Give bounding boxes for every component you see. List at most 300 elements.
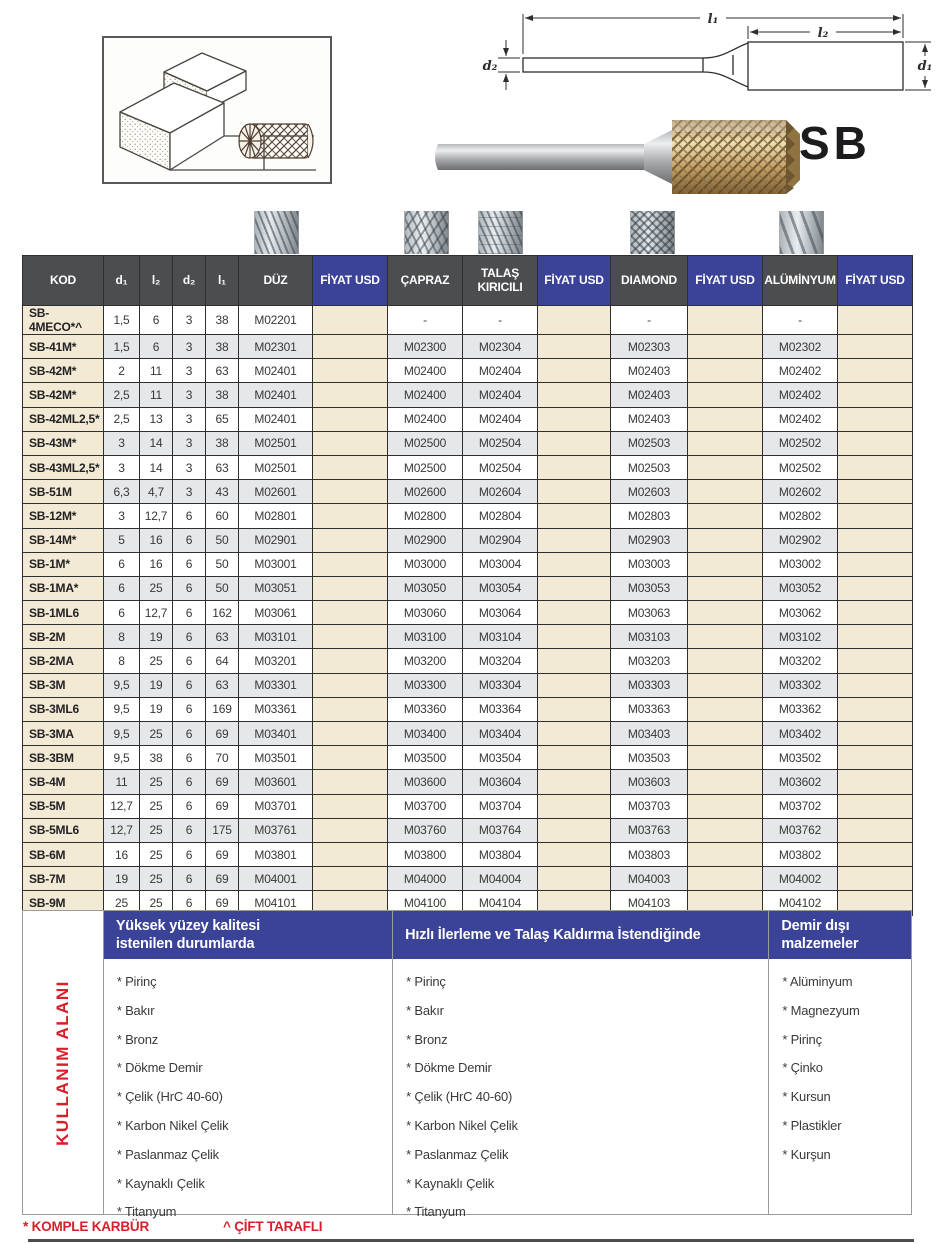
usage-col1-list <box>104 959 392 1233</box>
table-row <box>23 359 913 383</box>
table-cell: M03704 <box>463 794 538 818</box>
usage-list-item: * Kursun <box>782 1089 831 1105</box>
table-cell: M03400 <box>388 722 463 746</box>
table-row <box>23 335 913 359</box>
price-cell <box>838 818 913 842</box>
table-cell: M04104 <box>463 891 538 915</box>
usage-list-item: * Paslanmaz Çelik <box>116 1146 219 1162</box>
price-cell <box>313 431 388 455</box>
price-cell <box>838 306 913 335</box>
table-row <box>23 431 913 455</box>
table-cell: M03703 <box>611 794 688 818</box>
table-cell: M03604 <box>463 770 538 794</box>
table-cell: M03304 <box>463 673 538 697</box>
table-cell: 43 <box>206 480 239 504</box>
table-cell: M02503 <box>611 455 688 479</box>
product-code-cell: SB-7M <box>23 867 104 891</box>
price-cell <box>538 746 611 770</box>
table-row <box>23 625 913 649</box>
price-cell <box>838 407 913 431</box>
price-cell <box>838 673 913 697</box>
price-cell <box>838 576 913 600</box>
col-header-duz: DÜZ <box>239 256 313 306</box>
table-cell: M02802 <box>763 504 838 528</box>
table-cell: M03204 <box>463 649 538 673</box>
table-cell: 69 <box>206 794 239 818</box>
price-cell <box>688 770 763 794</box>
table-cell: M03801 <box>239 842 313 866</box>
product-code-cell: SB-5M <box>23 794 104 818</box>
table-cell: M02404 <box>463 359 538 383</box>
price-cell <box>538 335 611 359</box>
table-cell: M03802 <box>763 842 838 866</box>
table-row <box>23 601 913 625</box>
table-cell: 6 <box>140 335 173 359</box>
product-code-cell: SB-43ML2,5* <box>23 455 104 479</box>
price-cell <box>313 480 388 504</box>
product-code-cell: SB-1M* <box>23 552 104 576</box>
price-cell <box>838 697 913 721</box>
col-header-d2: d₂ <box>173 256 206 306</box>
table-cell: M02303 <box>611 335 688 359</box>
table-row <box>23 480 913 504</box>
usage-list-item: * Bakır <box>406 1002 444 1018</box>
table-cell: 9,5 <box>104 673 140 697</box>
dim-label-d1: d₁ <box>917 59 933 74</box>
table-cell: M02503 <box>611 431 688 455</box>
table-cell: 19 <box>140 673 173 697</box>
table-cell: - <box>611 306 688 335</box>
price-cell <box>838 722 913 746</box>
table-cell: 3 <box>173 306 206 335</box>
table-cell: M03203 <box>611 649 688 673</box>
product-code-cell: SB-1MA* <box>23 576 104 600</box>
price-cell <box>838 359 913 383</box>
price-cell <box>313 649 388 673</box>
price-cell <box>688 867 763 891</box>
table-cell: 25 <box>140 842 173 866</box>
table-cell: 25 <box>140 722 173 746</box>
usage-list-item: * Çelik (HrC 40-60) <box>406 1089 513 1105</box>
table-row <box>23 818 913 842</box>
table-cell: 6 <box>173 867 206 891</box>
table-row <box>23 407 913 431</box>
table-cell: 6 <box>173 746 206 770</box>
table-cell: M02401 <box>239 383 313 407</box>
price-cell <box>538 431 611 455</box>
usage-list-item: * Karbon Nikel Çelik <box>116 1117 229 1133</box>
table-cell: 25 <box>104 891 140 915</box>
table-row <box>23 649 913 673</box>
usage-list-item: * Magnezyum <box>782 1002 860 1018</box>
price-cell <box>688 818 763 842</box>
table-cell: M02801 <box>239 504 313 528</box>
usage-side-label-cell <box>23 911 104 1214</box>
table-cell: M03102 <box>763 625 838 649</box>
table-row <box>23 383 913 407</box>
table-cell: 16 <box>140 552 173 576</box>
table-cell: M02504 <box>463 455 538 479</box>
table-cell: 12,7 <box>104 818 140 842</box>
table-cell: M03501 <box>239 746 313 770</box>
table-cell: 13 <box>140 407 173 431</box>
price-cell <box>313 601 388 625</box>
table-cell: 5 <box>104 528 140 552</box>
price-cell <box>313 383 388 407</box>
usage-list-item: * Pirinç <box>406 974 446 989</box>
col-header-fiyat-1: FİYAT USD <box>313 256 388 306</box>
table-cell: 12,7 <box>140 601 173 625</box>
dim-label-l1: l₁ <box>707 12 719 27</box>
table-cell: M02301 <box>239 335 313 359</box>
price-cell <box>688 359 763 383</box>
price-cell <box>838 794 913 818</box>
price-cell <box>688 383 763 407</box>
table-cell: 3 <box>173 407 206 431</box>
table-row <box>23 722 913 746</box>
table-cell: M02601 <box>239 480 313 504</box>
price-cell <box>688 335 763 359</box>
table-cell: M02803 <box>611 504 688 528</box>
table-cell: 6 <box>173 504 206 528</box>
product-code-cell: SB-3M <box>23 673 104 697</box>
price-cell <box>688 697 763 721</box>
table-cell: M03053 <box>611 576 688 600</box>
usage-list-item: * Bronz <box>406 1031 448 1047</box>
table-cell: M03761 <box>239 818 313 842</box>
series-label: SB <box>799 117 871 169</box>
table-cell: M02402 <box>763 407 838 431</box>
table-cell: M03364 <box>463 697 538 721</box>
col-header-l2: l₂ <box>140 256 173 306</box>
table-cell: 38 <box>206 306 239 335</box>
price-cell <box>313 335 388 359</box>
usage-col2-list <box>393 959 768 1233</box>
price-cell <box>538 504 611 528</box>
table-cell: 12,7 <box>140 504 173 528</box>
table-cell: M03503 <box>611 746 688 770</box>
price-cell <box>838 552 913 576</box>
price-cell <box>838 625 913 649</box>
table-cell: M02901 <box>239 528 313 552</box>
table-cell: M03100 <box>388 625 463 649</box>
table-cell: 38 <box>206 335 239 359</box>
table-cell: M03001 <box>239 552 313 576</box>
product-code-cell: SB-42M* <box>23 383 104 407</box>
price-cell <box>313 867 388 891</box>
page-bottom-rule <box>28 1239 914 1242</box>
product-code-cell: SB-2M <box>23 625 104 649</box>
table-cell: M03762 <box>763 818 838 842</box>
table-cell: 16 <box>140 528 173 552</box>
table-cell: 25 <box>140 794 173 818</box>
table-cell: 6 <box>104 601 140 625</box>
price-cell <box>538 625 611 649</box>
usage-col3-list <box>769 959 911 1176</box>
price-cell <box>538 455 611 479</box>
table-cell: M03404 <box>463 722 538 746</box>
price-cell <box>688 625 763 649</box>
table-cell: M03064 <box>463 601 538 625</box>
table-cell: M02603 <box>611 480 688 504</box>
burr-product-photo <box>428 104 800 204</box>
usage-col3-title-text: Demir dışı malzemeler <box>781 917 859 952</box>
table-cell: 63 <box>206 625 239 649</box>
table-cell: M03763 <box>611 818 688 842</box>
table-cell: 11 <box>104 770 140 794</box>
table-cell: 3 <box>173 335 206 359</box>
table-cell: 25 <box>140 576 173 600</box>
usage-list-item: * Dökme Demir <box>406 1060 492 1076</box>
table-cell: 69 <box>206 867 239 891</box>
product-code-cell: SB-3BM <box>23 746 104 770</box>
table-cell: M03101 <box>239 625 313 649</box>
table-cell: 8 <box>104 649 140 673</box>
price-cell <box>838 455 913 479</box>
product-code-cell: SB-3ML6 <box>23 697 104 721</box>
table-cell: M02902 <box>763 528 838 552</box>
table-cell: 6 <box>173 891 206 915</box>
price-cell <box>688 576 763 600</box>
price-cell <box>313 504 388 528</box>
table-cell: 4,7 <box>140 480 173 504</box>
price-cell <box>538 867 611 891</box>
usage-col1-title <box>104 911 392 959</box>
table-row <box>23 867 913 891</box>
table-cell: 6 <box>140 306 173 335</box>
table-cell: 3 <box>104 455 140 479</box>
price-cell <box>688 407 763 431</box>
price-cell <box>838 770 913 794</box>
price-cell <box>313 842 388 866</box>
price-cell <box>538 649 611 673</box>
table-cell: M03003 <box>611 552 688 576</box>
price-cell <box>688 528 763 552</box>
table-cell: 3 <box>173 455 206 479</box>
price-cell <box>313 722 388 746</box>
col-header-diamond: DIAMOND <box>611 256 688 306</box>
price-cell <box>688 431 763 455</box>
table-cell: M03300 <box>388 673 463 697</box>
usage-list-item: * Titanyum <box>116 1204 177 1220</box>
product-code-cell: SB-42ML2,5* <box>23 407 104 431</box>
table-cell: 2 <box>104 359 140 383</box>
table-cell: M02300 <box>388 335 463 359</box>
table-cell: 63 <box>206 359 239 383</box>
table-cell: M03052 <box>763 576 838 600</box>
table-cell: M02604 <box>463 480 538 504</box>
table-cell: M03804 <box>463 842 538 866</box>
table-cell: 25 <box>140 867 173 891</box>
application-illustration <box>102 36 332 184</box>
product-code-cell: SB-12M* <box>23 504 104 528</box>
price-cell <box>838 480 913 504</box>
table-cell: 6 <box>173 601 206 625</box>
table-cell: - <box>763 306 838 335</box>
table-cell: 19 <box>104 867 140 891</box>
col-header-fiyat-2: FİYAT USD <box>538 256 611 306</box>
table-cell: 6 <box>173 770 206 794</box>
price-cell <box>313 528 388 552</box>
duz-flute-thumbnail-icon <box>254 211 299 254</box>
table-cell: M04002 <box>763 867 838 891</box>
product-code-cell: SB-42M* <box>23 359 104 383</box>
table-cell: M02502 <box>763 455 838 479</box>
price-cell <box>688 552 763 576</box>
table-cell: M02504 <box>463 431 538 455</box>
price-cell <box>838 746 913 770</box>
table-cell: M02401 <box>239 359 313 383</box>
table-cell: M03602 <box>763 770 838 794</box>
price-cell <box>538 359 611 383</box>
product-code-cell: SB-9M <box>23 891 104 915</box>
price-cell <box>538 576 611 600</box>
table-cell: M02402 <box>763 383 838 407</box>
table-cell: 3 <box>104 431 140 455</box>
table-cell: 25 <box>140 770 173 794</box>
table-cell: M02903 <box>611 528 688 552</box>
table-cell: M03361 <box>239 697 313 721</box>
table-cell: M02400 <box>388 359 463 383</box>
price-cell <box>688 842 763 866</box>
price-cell <box>538 673 611 697</box>
footnote-cift-tarafli: ^ ÇİFT TARAFLI <box>223 1219 323 1234</box>
table-cell: 11 <box>140 359 173 383</box>
table-cell: M03104 <box>463 625 538 649</box>
table-cell: 2,5 <box>104 407 140 431</box>
price-cell <box>838 649 913 673</box>
table-cell: M03360 <box>388 697 463 721</box>
table-cell: M02500 <box>388 455 463 479</box>
table-cell: 6 <box>173 649 206 673</box>
table-cell: 69 <box>206 722 239 746</box>
table-cell: M04101 <box>239 891 313 915</box>
table-cell: 14 <box>140 431 173 455</box>
table-cell: 9,5 <box>104 697 140 721</box>
product-table-body <box>23 306 913 916</box>
usage-column-surface-quality <box>104 911 393 1220</box>
table-cell: 50 <box>206 576 239 600</box>
table-cell: M02404 <box>463 383 538 407</box>
table-cell: 38 <box>206 383 239 407</box>
price-cell <box>538 770 611 794</box>
table-cell: M04103 <box>611 891 688 915</box>
product-code-cell: SB-6M <box>23 842 104 866</box>
price-cell <box>313 746 388 770</box>
dimension-diagram <box>468 6 938 110</box>
table-cell: 6,3 <box>104 480 140 504</box>
price-cell <box>538 383 611 407</box>
table-cell: M03063 <box>611 601 688 625</box>
usage-col2-title-text: Hızlı İlerleme ve Talaş Kaldırma İstendiğinde <box>405 926 701 943</box>
table-cell: 3 <box>173 383 206 407</box>
product-code-cell: SB-2MA <box>23 649 104 673</box>
col-header-kod: KOD <box>23 256 104 306</box>
table-cell: 63 <box>206 455 239 479</box>
usage-list-item: * Paslanmaz Çelik <box>406 1146 509 1162</box>
table-cell: M03362 <box>763 697 838 721</box>
table-cell: M02500 <box>388 431 463 455</box>
table-cell: 38 <box>206 431 239 455</box>
table-cell: 50 <box>206 552 239 576</box>
table-cell: 1,5 <box>104 306 140 335</box>
usage-list-item: * Alüminyum <box>782 974 853 989</box>
table-cell: M03004 <box>463 552 538 576</box>
table-cell: M03403 <box>611 722 688 746</box>
table-row <box>23 770 913 794</box>
table-cell: 6 <box>173 842 206 866</box>
usage-list-item: * Pirinç <box>782 1031 822 1047</box>
col-header-fiyat-4: FİYAT USD <box>838 256 913 306</box>
table-cell: M03504 <box>463 746 538 770</box>
price-cell <box>313 576 388 600</box>
talas-kiricili-flute-thumbnail-icon <box>478 211 523 254</box>
dim-label-d2: d₂ <box>482 59 498 74</box>
table-cell: M04003 <box>611 867 688 891</box>
table-cell: 12,7 <box>104 794 140 818</box>
table-cell: M03301 <box>239 673 313 697</box>
table-cell: M02804 <box>463 504 538 528</box>
col-header-aluminyum: ALÜMİNYUM <box>763 256 838 306</box>
price-cell <box>838 842 913 866</box>
table-cell: M02400 <box>388 383 463 407</box>
table-cell: 169 <box>206 697 239 721</box>
usage-column-non-ferrous <box>769 911 911 1214</box>
table-cell: M03401 <box>239 722 313 746</box>
table-cell: M03500 <box>388 746 463 770</box>
price-cell <box>838 601 913 625</box>
table-cell: 14 <box>140 455 173 479</box>
usage-column-fast-removal <box>393 911 769 1220</box>
table-cell: M03702 <box>763 794 838 818</box>
table-row <box>23 455 913 479</box>
table-cell: M03103 <box>611 625 688 649</box>
price-cell <box>838 335 913 359</box>
price-cell <box>538 480 611 504</box>
table-cell: M03303 <box>611 673 688 697</box>
table-cell: 25 <box>140 818 173 842</box>
table-cell: M02602 <box>763 480 838 504</box>
table-cell: M02403 <box>611 383 688 407</box>
usage-list-item: * Titanyum <box>406 1204 466 1220</box>
product-code-cell: SB-1ML6 <box>23 601 104 625</box>
usage-col1-title-text: Yüksek yüzey kalitesi istenilen durumlarda <box>115 917 260 952</box>
table-row <box>23 504 913 528</box>
table-cell: M03764 <box>463 818 538 842</box>
product-code-cell: SB-4M <box>23 770 104 794</box>
usage-col3-title <box>769 911 911 959</box>
table-cell: 64 <box>206 649 239 673</box>
diamond-flute-thumbnail-icon <box>630 211 675 254</box>
table-cell: M03201 <box>239 649 313 673</box>
usage-list-item: * Bronz <box>116 1031 159 1047</box>
price-cell <box>688 649 763 673</box>
price-cell <box>688 746 763 770</box>
price-cell <box>313 794 388 818</box>
table-cell: M03000 <box>388 552 463 576</box>
price-cell <box>538 818 611 842</box>
table-row <box>23 794 913 818</box>
price-cell <box>538 552 611 576</box>
product-table-wrap <box>22 255 912 916</box>
product-code-cell: SB-41M* <box>23 335 104 359</box>
table-cell: M03202 <box>763 649 838 673</box>
product-code-cell: SB-3MA <box>23 722 104 746</box>
table-cell: 6 <box>173 528 206 552</box>
table-cell: 50 <box>206 528 239 552</box>
price-cell <box>538 697 611 721</box>
table-cell: 60 <box>206 504 239 528</box>
